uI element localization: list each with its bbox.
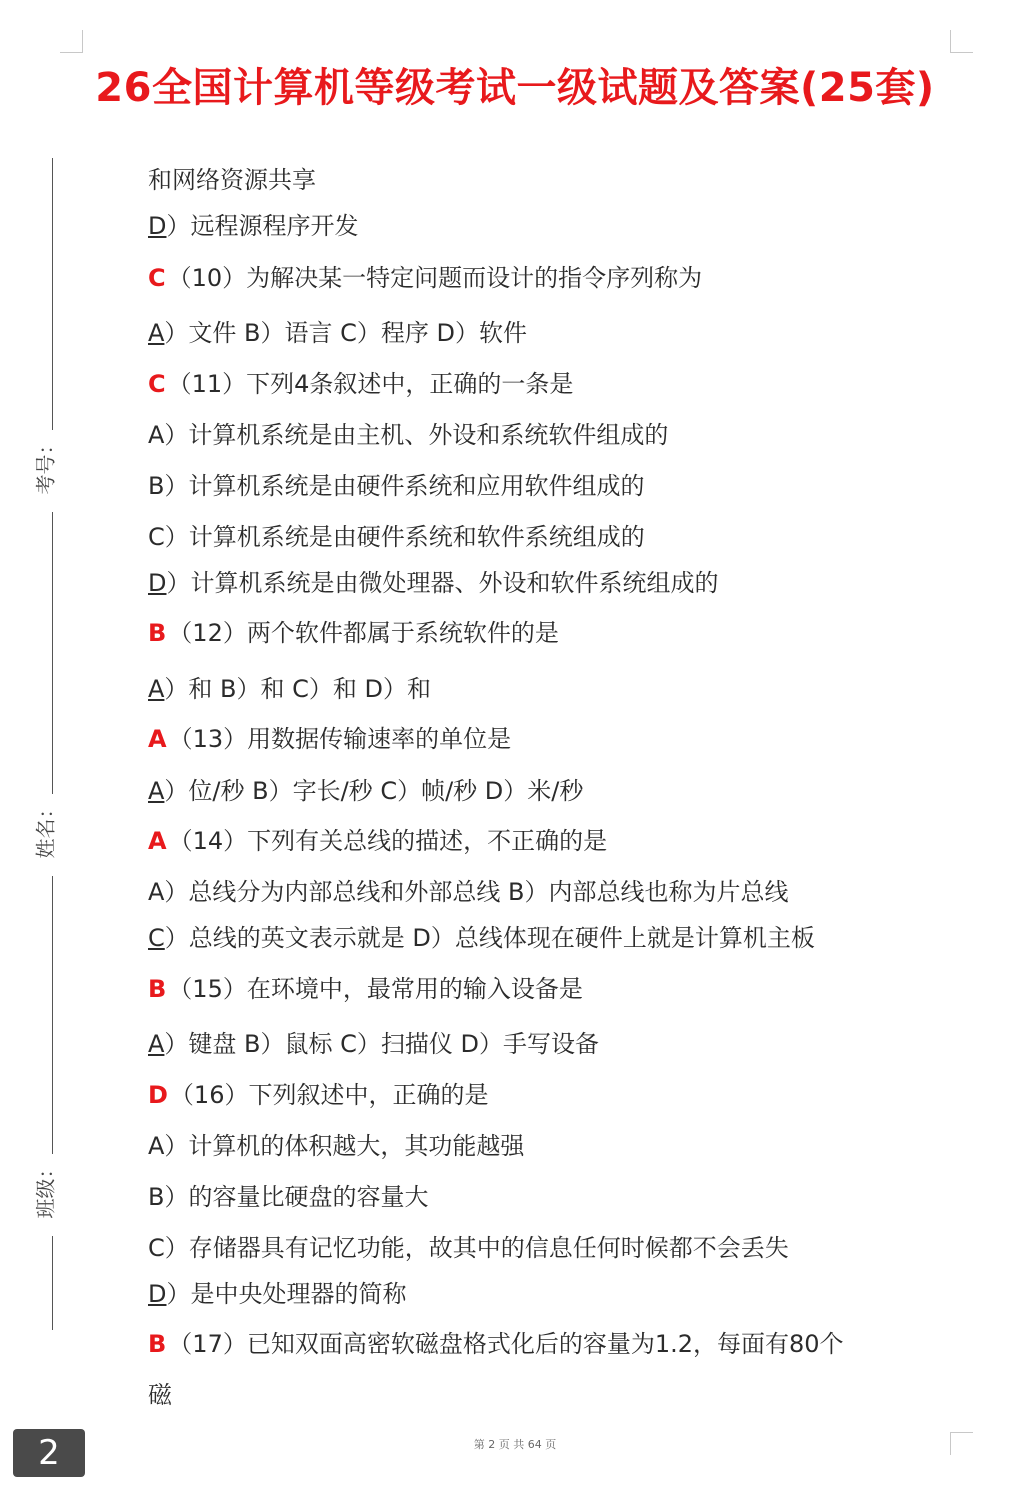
line-text: （13）用数据传输速率的单位是 — [168, 725, 512, 753]
answer-marker: A — [148, 725, 167, 753]
margin-line — [52, 1236, 53, 1330]
document-title: 26全国计算机等级考试一级试题及答案(25套) — [95, 65, 935, 111]
answer-marker: B — [148, 619, 167, 647]
text-line — [148, 313, 527, 348]
option-letter: A — [148, 675, 165, 703]
page-footer: 第 2 页 共 64 页 — [473, 1438, 557, 1451]
line-text: 和网络资源共享 — [148, 166, 316, 194]
line-text: C）计算机系统是由硬件系统和软件系统组成的 — [148, 523, 645, 551]
name-label: 姓名： — [33, 798, 58, 859]
text-line — [148, 563, 718, 598]
text-line — [148, 258, 702, 293]
option-letter: A — [148, 1030, 165, 1058]
class-label: 班级： — [33, 1158, 58, 1219]
text-line — [148, 771, 583, 806]
line-text: A）计算机的体积越大，其功能越强 — [148, 1132, 525, 1160]
crop-mark-top-left — [60, 30, 83, 53]
option-letter: D — [148, 212, 167, 240]
line-text: A）总线分为内部总线和外部总线 B）内部总线也称为片总线 — [148, 878, 789, 906]
answer-marker: C — [148, 264, 166, 292]
line-text: （15）在环境中，最常用的输入设备是 — [168, 975, 583, 1003]
line-text: ）文件 B）语言 C）程序 D）软件 — [164, 319, 528, 347]
option-letter: D — [148, 569, 167, 597]
margin-line — [52, 512, 53, 794]
answer-marker: C — [148, 370, 166, 398]
text-line — [148, 1375, 172, 1410]
text-line — [148, 872, 789, 907]
option-letter: D — [148, 1280, 167, 1308]
margin-line — [52, 158, 53, 430]
line-text: 磁 — [148, 1381, 172, 1409]
answer-marker: B — [148, 1330, 167, 1358]
line-text: ）计算机系统是由微处理器、外设和软件系统组成的 — [166, 569, 719, 597]
answer-marker: A — [148, 827, 167, 855]
line-text: （10）为解决某一特定问题而设计的指令序列称为 — [167, 264, 703, 292]
line-text: ）和 B）和 C）和 D）和 — [164, 675, 432, 703]
text-line — [148, 1274, 406, 1309]
answer-marker: D — [148, 1081, 168, 1109]
line-text: （17）已知双面高密软磁盘格式化后的容量为1.2，每面有80个 — [168, 1330, 844, 1358]
text-line — [148, 719, 511, 754]
line-text: （11）下列4条叙述中，正确的一条是 — [167, 370, 574, 398]
text-line — [148, 517, 645, 552]
text-line — [148, 1126, 524, 1161]
line-text: （14）下列有关总线的描述，不正确的是 — [168, 827, 608, 855]
line-text: （16）下列叙述中，正确的是 — [169, 1081, 489, 1109]
text-line — [148, 1024, 599, 1059]
crop-mark-top-right — [950, 30, 973, 53]
line-text: ）远程源程序开发 — [166, 212, 359, 240]
line-text: ）总线的英文表示就是 D）总线体现在硬件上就是计算机主板 — [164, 924, 815, 952]
text-line — [148, 969, 583, 1004]
line-text: ）位/秒 B）字长/秒 C）帧/秒 D）米/秒 — [164, 777, 584, 805]
line-text: B）的容量比硬盘的容量大 — [148, 1183, 429, 1211]
text-line — [148, 160, 316, 195]
line-text: （12）两个软件都属于系统软件的是 — [168, 619, 559, 647]
text-line — [148, 918, 815, 953]
text-line — [148, 613, 559, 648]
option-letter: A — [148, 777, 165, 805]
answer-marker: B — [148, 975, 167, 1003]
line-text: B）计算机系统是由硬件系统和应用软件组成的 — [148, 472, 645, 500]
text-line — [148, 1228, 789, 1263]
line-text: A）计算机系统是由主机、外设和系统软件组成的 — [148, 421, 669, 449]
text-line — [148, 206, 358, 241]
text-line — [148, 415, 668, 450]
text-line — [148, 669, 431, 704]
text-line — [148, 1075, 488, 1110]
text-line — [148, 364, 573, 399]
option-letter: C — [148, 924, 165, 952]
margin-line — [52, 876, 53, 1154]
text-line — [148, 821, 607, 856]
text-line — [148, 466, 644, 501]
page-number-badge: 2 — [13, 1429, 85, 1477]
exam-number-label: 考号： — [33, 434, 58, 495]
line-text: ）键盘 B）鼠标 C）扫描仪 D）手写设备 — [164, 1030, 600, 1058]
line-text: ）是中央处理器的简称 — [166, 1280, 407, 1308]
text-line — [148, 1324, 844, 1359]
option-letter: A — [148, 319, 165, 347]
text-line — [148, 1177, 428, 1212]
line-text: C）存储器具有记忆功能，故其中的信息任何时候都不会丢失 — [148, 1234, 789, 1262]
